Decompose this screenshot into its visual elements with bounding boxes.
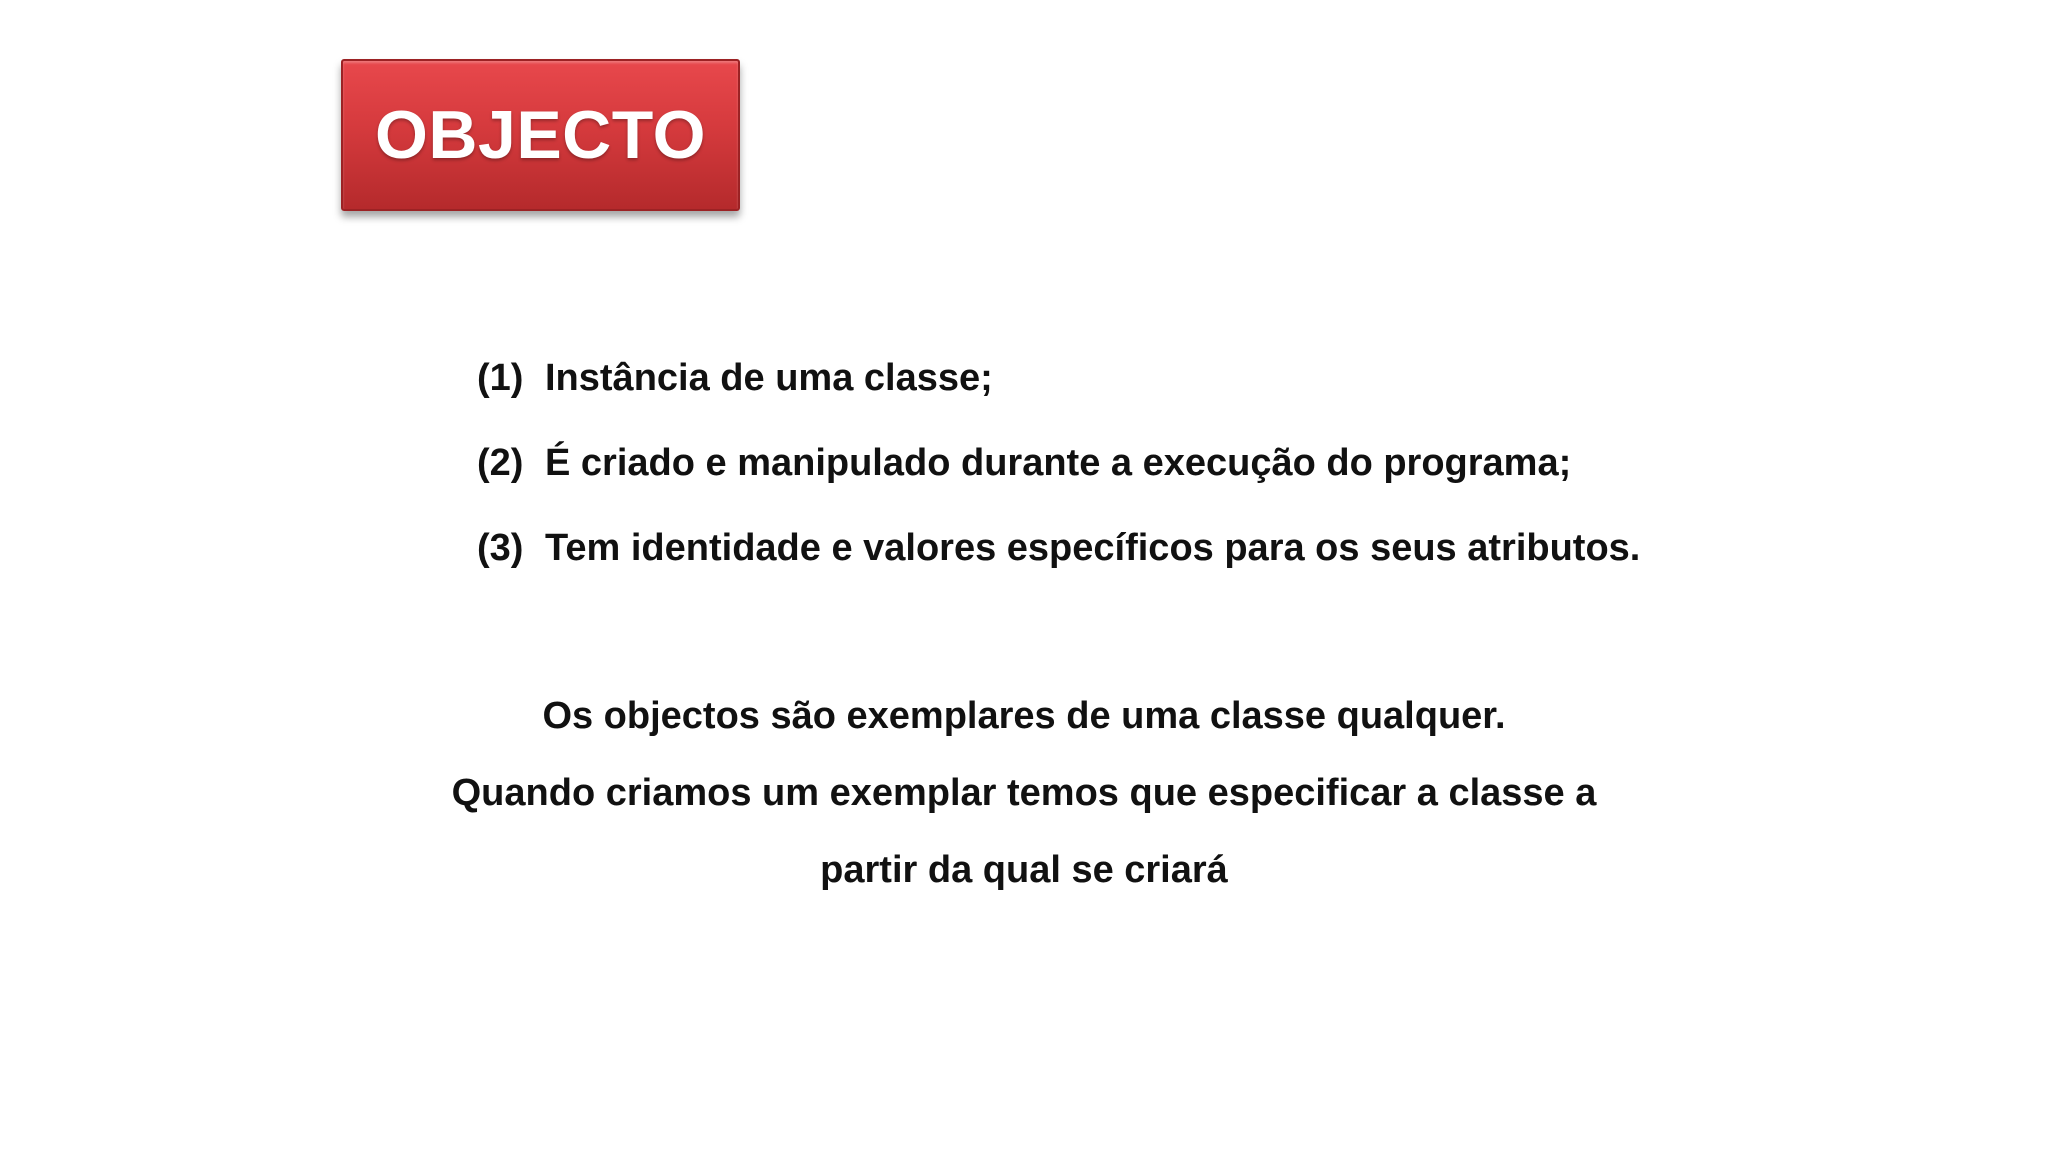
list-item-text: Instância de uma classe; — [545, 357, 993, 399]
list-item-number: (2) — [477, 442, 524, 484]
note-line: Quando criamos um exemplar temos que especificar a classe a — [451, 772, 1597, 814]
note-line: Os objectos são exemplares de uma classe qualquer. — [542, 695, 1506, 737]
summary-note — [0, 688, 2048, 919]
list-item-number: (1) — [477, 357, 524, 399]
list-item — [477, 437, 1640, 522]
list-item-number: (3) — [477, 527, 524, 569]
note-line: partir da qual se criará — [820, 849, 1228, 891]
list-item-text: Tem identidade e valores específicos para os seus atributos. — [545, 527, 1641, 569]
slide-title: OBJECTO — [375, 97, 706, 173]
definition-list — [477, 352, 1640, 607]
list-item — [477, 522, 1640, 607]
list-item-text: É criado e manipulado durante a execução do programa; — [545, 442, 1572, 484]
list-item — [477, 352, 1640, 437]
title-box — [341, 59, 740, 211]
